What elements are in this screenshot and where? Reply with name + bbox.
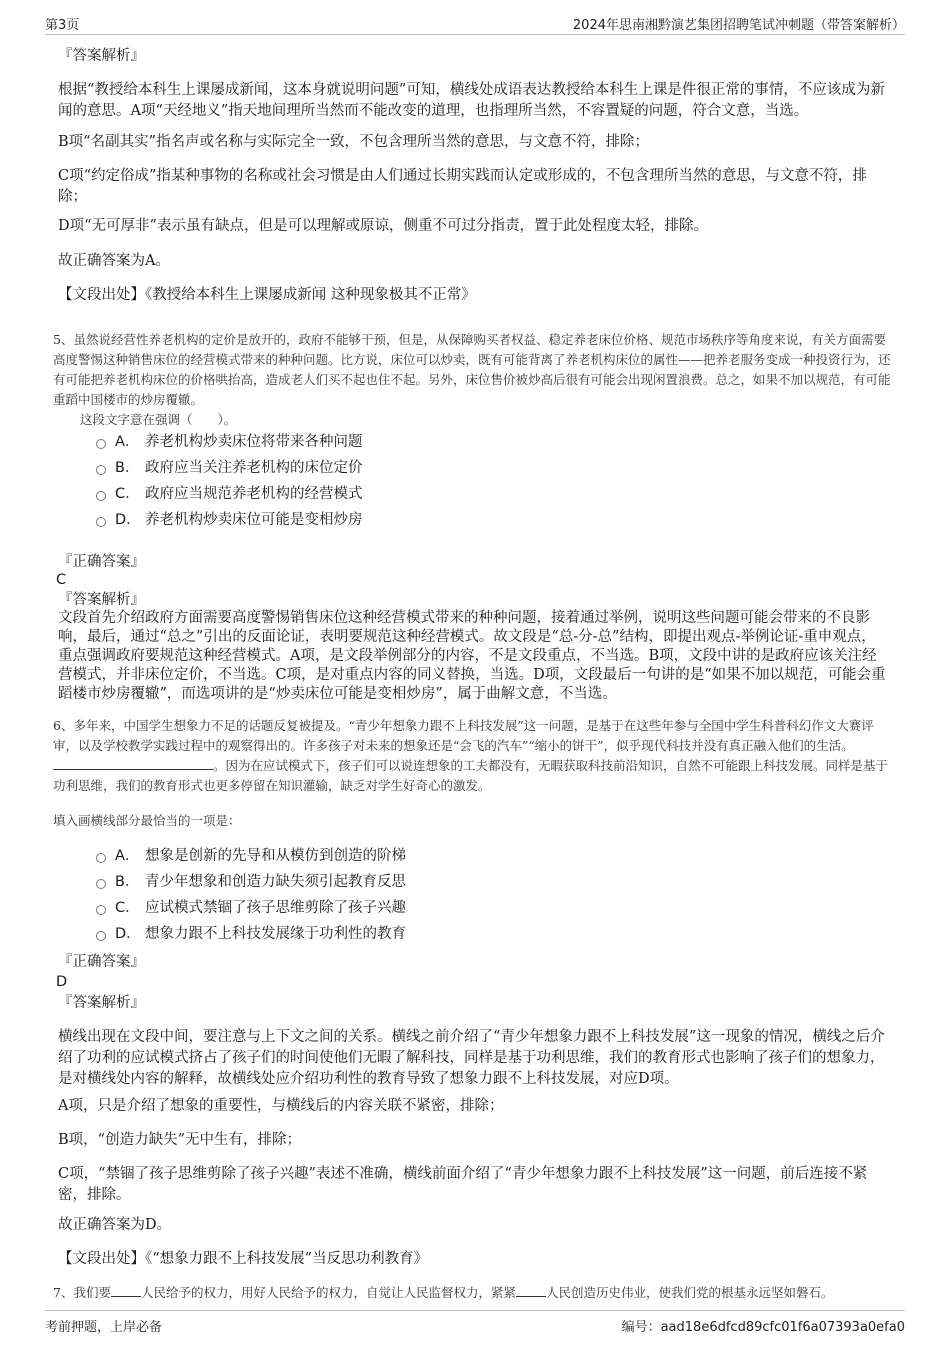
option-text: 政府应当关注养老机构的床位定价 [145, 460, 363, 476]
q5-stem: 这段文字意在强调（ ）。 [80, 412, 237, 427]
radio-icon[interactable] [96, 491, 106, 501]
q6-source: 【文段出处】《“想象力跟不上科技发展”当反思功利教育》 [58, 1251, 429, 1267]
page-header [45, 8, 905, 35]
option-text: 养老机构炒卖床位将带来各种问题 [145, 434, 363, 450]
option-key: C． [115, 486, 140, 502]
q6-question-text [53, 716, 893, 796]
option-key: B． [115, 874, 140, 890]
option-text: 政府应当规范养老机构的经营模式 [145, 486, 363, 502]
q6-option-c[interactable] [96, 898, 406, 918]
radio-icon[interactable] [96, 439, 106, 449]
document-id: 编号：aad18e6dfcd89cfc01f6a07393a0efa0 [621, 1320, 905, 1335]
q6-analysis-para-5: 故正确答案为D。 [58, 1217, 172, 1233]
option-text: 养老机构炒卖床位可能是变相炒房 [145, 512, 363, 528]
q6-analysis-para-4: C项，“禁锢了孩子思维剪除了孩子兴趣”表述不准确，横线前面介绍了“青少年想象力跟不上科技发展”这一问题，前后连接不紧密，排除。 [58, 1166, 868, 1203]
q7-part-2: 人民给予的权力，用好人民给予的权力，自觉让人民监督权力，紧紧 [140, 1285, 516, 1300]
page-number: 第3页 [45, 18, 80, 33]
q7-part-1: 7、我们要 [53, 1285, 111, 1300]
radio-icon[interactable] [96, 517, 106, 527]
q6-answer-label: 『正确答案』 [58, 954, 145, 970]
q4-analysis-para-4: D项“无可厚非”表示虽有缺点，但是可以理解或原谅，侧重不可过分指责，置于此处程度太轻，排除。 [58, 218, 708, 234]
radio-icon[interactable] [96, 879, 106, 889]
document-title: 2024年思南湘黔演艺集团招聘笔试冲刺题（带答案解析） [572, 18, 905, 33]
option-text: 想象是创新的先导和从模仿到创造的阶梯 [145, 848, 406, 864]
q6-analysis-para-1: 横线出现在文段中间，要注意与上下文之间的关系。横线之前介绍了“青少年想象力跟不上科技发展”这一现象的情况，横线之后介绍了功利的应试模式挤占了孩子们的时间使他们无暇了解科技，同样是基于功利思维，我们的教育形式也影响了孩子们的想象力，是对横线处内容的解释，故横线处应介绍功利性的教育导致了想象力跟不上科技发展，对应D项。 [58, 1029, 885, 1087]
q6-analysis-label: 『答案解析』 [58, 995, 145, 1011]
radio-icon[interactable] [96, 853, 106, 863]
q5-analysis: 文段首先介绍政府方面需要高度警惕销售床位这种经营模式带来的种种问题，接着通过举例，说明这些问题可能会带来的不良影响，最后，通过“总之”引出的反面论证，表明要规范这种经营模式。故文段是“总-分-总”结构，即提出观点-举例论证-重申观点，重点强调政府要规范这种经营模式。A项，是文段举例部分的内容，不是文段重点，不当选。B项，文段中讲的是政府应该关注经营模式，并非床位定价，不当选。C项，是对重点内容的同义替换，当选。D项，文段最后一句讲的是“如果不加以规范，可能会重蹈楼市炒房覆辙”，而选项讲的是“炒卖床位可能是变相炒房”，属于曲解文意，不当选。 [58, 610, 886, 702]
q5-option-a[interactable] [96, 432, 363, 452]
radio-icon[interactable] [96, 905, 106, 915]
q6-option-b[interactable] [96, 872, 406, 892]
q7-question-text [53, 1283, 893, 1303]
option-text: 应试模式禁锢了孩子思维剪除了孩子兴趣 [145, 900, 406, 916]
option-text: 想象力跟不上科技发展缘于功利性的教育 [145, 926, 406, 942]
footer-slogan: 考前押题，上岸必备 [45, 1320, 163, 1335]
radio-icon[interactable] [96, 931, 106, 941]
q4-analysis-para-2: B项“名副其实”指名声或名称与实际完全一致，不包含理所当然的意思，与文意不符，排除； [58, 134, 649, 150]
answer-blank [111, 1284, 141, 1297]
q6-stem: 填入画横线部分最恰当的一项是： [53, 813, 241, 828]
q5-option-d[interactable] [96, 510, 363, 530]
page-footer [45, 1310, 905, 1337]
q4-analysis-label: 『答案解析』 [58, 48, 145, 64]
q6-option-a[interactable] [96, 846, 406, 866]
q6-analysis-para-3: B项，“创造力缺失”无中生有，排除； [58, 1132, 301, 1148]
q5-analysis-label: 『答案解析』 [58, 592, 145, 608]
q5-answer-label: 『正确答案』 [58, 554, 145, 570]
option-key: A． [115, 848, 140, 864]
q4-analysis-para-5: 故正确答案为A。 [58, 253, 170, 269]
q6-text-b: 。因为在应试模式下，孩子们可以说连想象的工夫都没有，无暇获取科技前沿知识，自然不可能跟上科技发展。同样是基于功利思维，我们的教育形式也更多停留在知识灌输，缺乏对学生好奇心的激发。 [53, 758, 889, 793]
option-key: B． [115, 460, 140, 476]
q4-analysis-para-3: C项“约定俗成”指某种事物的名称或社会习惯是由人们通过长期实践而认定或形成的，不包含理所当然的意思，与文意不符，排除； [58, 168, 867, 205]
answer-blank [516, 1284, 546, 1297]
option-text: 青少年想象和创造力缺失须引起教育反思 [145, 874, 406, 890]
q5-option-c[interactable] [96, 484, 363, 504]
q6-analysis-para-2: A项，只是介绍了想象的重要性，与横线后的内容关联不紧密，排除； [58, 1098, 504, 1114]
option-key: A． [115, 434, 140, 450]
q6-answer: D [56, 974, 68, 990]
option-key: D． [115, 512, 141, 528]
q6-option-d[interactable] [96, 924, 406, 944]
q7-part-3: 人民创造历史伟业，使我们党的根基永远坚如磐石。 [545, 1285, 834, 1300]
answer-blank [53, 757, 213, 770]
q5-option-b[interactable] [96, 458, 363, 478]
option-key: C． [115, 900, 140, 916]
q4-analysis-para-1: 根据“教授给本科生上课屡成新闻，这本身就说明问题”可知，横线处成语表达教授给本科生上课是件很正常的事情，不应该成为新闻的意思。A项“天经地义”指天地间理所当然而不能改变的道理，也指理所当然，不容置疑的问题，符合文意，当选。 [58, 82, 885, 119]
radio-icon[interactable] [96, 465, 106, 475]
q6-text-a: 6、多年来，中国学生想象力不足的话题反复被提及。“青少年想象力跟不上科技发展”这一问题，是基于在这些年参与全国中学生科普科幻作文大赛评审，以及学校教学实践过程中的观察得出的。许多孩子对未来的想象还是“会飞的汽车”“缩小的饼干”，似乎现代科技并没有真正融入他们的生活。 [53, 718, 874, 753]
q5-answer: C [56, 572, 67, 588]
q5-question-text: 5、虽然说经营性养老机构的定价是放开的，政府不能够干预，但是，从保障购买者权益、稳定养老床位价格、规范市场秩序等角度来说，有关方面需要高度警惕这种销售床位的经营模式带来的种种问题。比方说，床位可以炒卖，既有可能背离了养老机构床位的属性——把养老服务变成一种投资行为，还有可能把养老机构床位的价格哄抬高，造成老人们买不起也住不起。另外，床位售价被炒高后很有可能会出现闲置浪费。总之，如果不加以规范，有可能重蹈中国楼市的炒房覆辙。 [53, 332, 891, 407]
q4-source: 【文段出处】《教授给本科生上课屡成新闻 这种现象极其不正常》 [58, 287, 476, 303]
option-key: D． [115, 926, 141, 942]
